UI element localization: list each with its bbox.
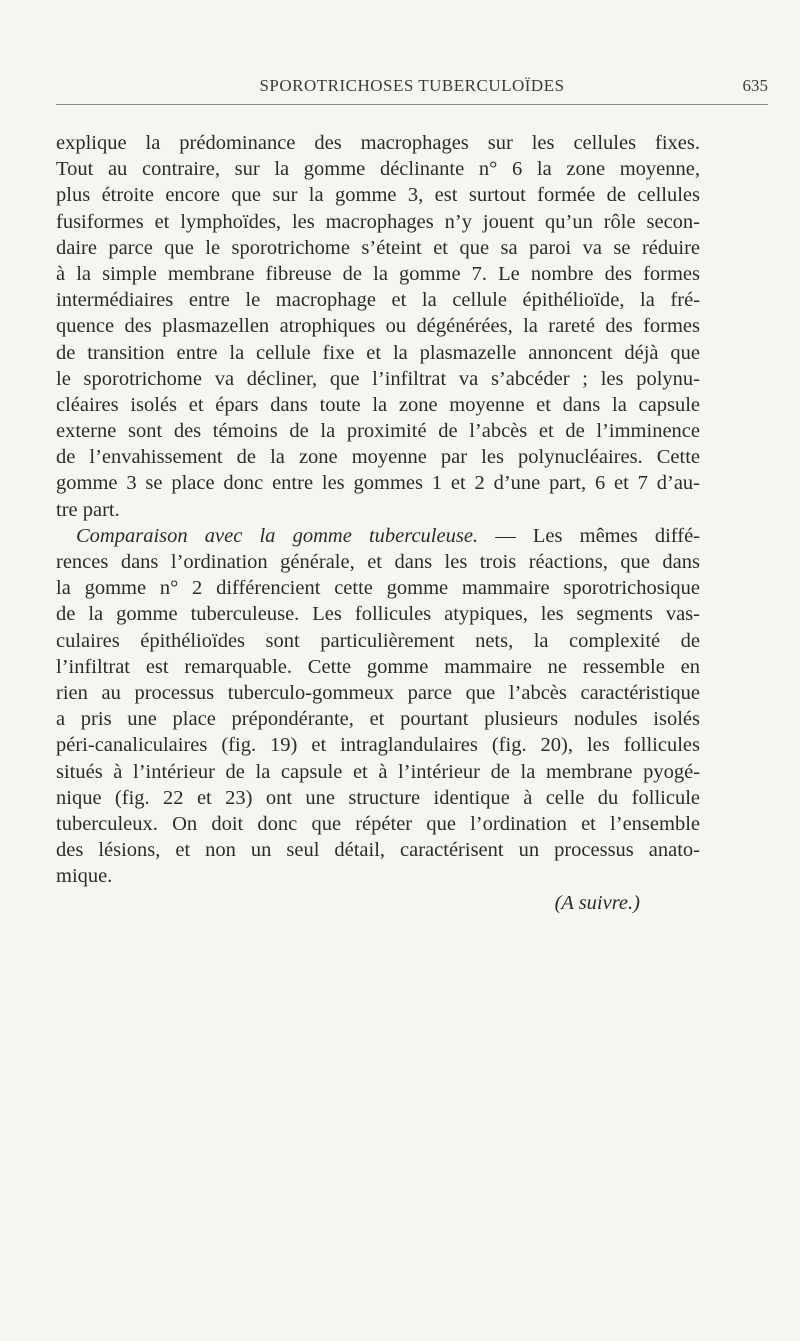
text-line: fusiformes et lymphoïdes, les macrophages n’y jouent qu’un rôle secon- [56,210,700,233]
text-line: péri-canaliculaires (fig. 19) et intraglandulaires (fig. 20), les follicules [56,734,700,757]
text-line: tre part. [56,498,120,521]
text-line: des lésions, et non un seul détail, caractérisent un processus anato- [56,839,700,862]
text-line: la gomme n° 2 différencient cette gomme mammaire sporotrichosique [56,577,700,600]
running-title: SPOROTRICHOSES TUBERCULOÏDES [259,76,565,95]
text-line: situés à l’intérieur de la capsule et à l’intérieur de la membrane pyogé- [56,760,700,783]
to-be-continued-note: (A suivre.) [554,892,640,914]
body-text [56,130,700,889]
text-line: à la simple membrane fibreuse de la gomme 7. Le nombre des formes [56,262,700,285]
text-line: explique la prédominance des macrophages sur les cellules fixes. [56,132,700,154]
text-line: cléaires isolés et épars dans toute la zone moyenne et dans la capsule [56,393,700,416]
heading-continuation: — Les mêmes diffé- [478,524,700,547]
text-line: mique. [56,865,113,888]
paragraph-1 [56,130,700,523]
text-line: rences dans l’ordination générale, et dans les trois réactions, que dans [56,551,700,573]
text-line: culaires épithélioïdes sont particulièrement nets, la complexité de [56,629,700,652]
text-line: gomme 3 se place donc entre les gommes 1 et 2 d’une part, 6 et 7 d’au- [56,472,700,495]
running-header [56,76,768,100]
text-line: a pris une place prépondérante, et pourtant plusieurs nodules isolés [56,708,700,731]
text-line: de la gomme tuberculeuse. Les follicules atypiques, les segments vas- [56,603,700,626]
text-line: externe sont des témoins de la proximité de l’abcès et de l’imminence [56,420,700,443]
text-line: quence des plasmazellen atrophiques ou dégénérées, la rareté des formes [56,315,700,338]
text-line: de transition entre la cellule fixe et la plasmazelle annoncent déjà que [56,341,700,364]
text-line: plus étroite encore que sur la gomme 3, est surtout formée de cellules [56,184,700,207]
text-line: rien au processus tuberculo-gommeux parce que l’abcès caractéristique [56,681,700,704]
text-line: daire parce que le sporotrichome s’éteint et que sa paroi va se réduire [56,236,700,259]
header-rule [56,104,768,105]
section-heading: Comparaison avec la gomme tuberculeuse. [76,524,479,547]
text-line: le sporotrichome va décliner, que l’infiltrat va s’abcéder ; les polynu- [56,367,700,390]
text-line: de l’envahissement de la zone moyenne par les polynucléaires. Cette [56,446,700,469]
text-line [56,523,700,549]
text-line: Tout au contraire, sur la gomme déclinante n° 6 la zone moyenne, [56,158,700,181]
text-line: nique (fig. 22 et 23) ont une structure identique à celle du follicule [56,786,700,809]
text-line: intermédiaires entre le macrophage et la cellule épithélioïde, la fré- [56,289,700,312]
page-number: 635 [742,76,768,95]
text-line: tuberculeux. On doit donc que répéter que l’ordination et l’ensemble [56,812,700,835]
text-line: l’infiltrat est remarquable. Cette gomme mammaire ne ressemble en [56,655,700,678]
paragraph-2 [56,523,700,890]
